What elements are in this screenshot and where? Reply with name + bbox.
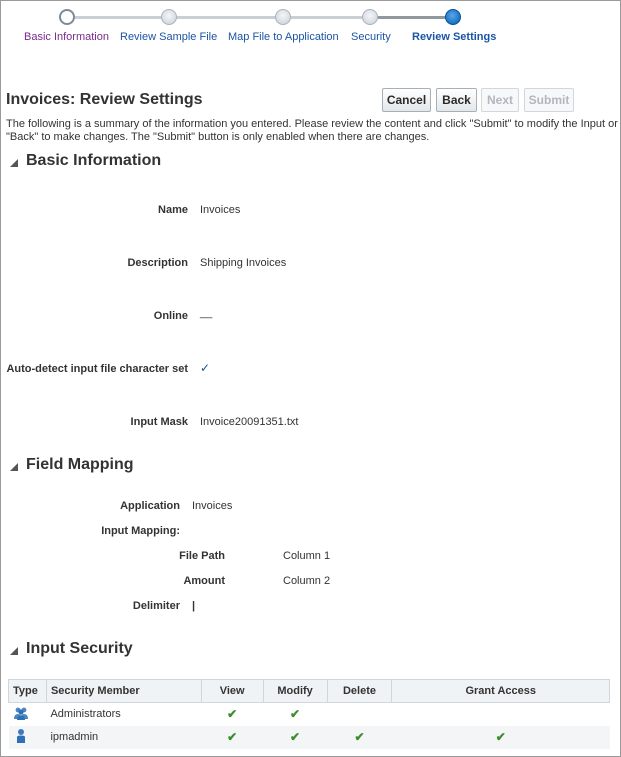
- next-button: Next: [481, 88, 519, 112]
- file-path-label: File Path: [179, 550, 225, 562]
- input-security-header[interactable]: [10, 639, 133, 659]
- section-title: Basic Information: [26, 152, 162, 169]
- collapse-triangle-icon[interactable]: [10, 463, 18, 471]
- column-header-security-member[interactable]: Security Member: [46, 680, 201, 703]
- amount-label: Amount: [183, 575, 225, 587]
- cancel-button[interactable]: Cancel: [382, 88, 431, 112]
- section-title: Field Mapping: [26, 456, 134, 473]
- step-stop-review-settings: [445, 9, 461, 25]
- delete-cell: [327, 703, 392, 726]
- column-header-grant-access[interactable]: Grant Access: [392, 680, 610, 703]
- grant-access-cell: [392, 703, 610, 726]
- collapse-triangle-icon[interactable]: [10, 159, 18, 167]
- online-value: __: [200, 307, 213, 319]
- table-header-row: [9, 680, 610, 703]
- train-line-current: [378, 16, 452, 19]
- section-title: Input Security: [26, 640, 133, 657]
- delimiter-label: Delimiter: [132, 600, 180, 612]
- file-path-value: Column 1: [283, 550, 331, 562]
- step-security[interactable]: Security: [351, 31, 391, 43]
- back-button[interactable]: Back: [436, 88, 477, 112]
- step-stop-review-sample-file[interactable]: [161, 9, 177, 25]
- group-icon: [13, 706, 29, 720]
- input-mapping-label: Input Mapping:: [101, 525, 180, 537]
- autodetect-label: Auto-detect input file character set: [6, 363, 188, 375]
- table-row[interactable]: [9, 703, 610, 726]
- view-check-icon: ✔: [201, 726, 263, 749]
- step-review-sample-file[interactable]: Review Sample File: [120, 31, 218, 43]
- train-line-completed: [70, 16, 380, 19]
- description-value: Shipping Invoices: [200, 257, 287, 269]
- view-check-icon: ✔: [227, 707, 238, 722]
- application-value: Invoices: [192, 500, 233, 512]
- security-table: [8, 679, 610, 749]
- table-row[interactable]: [9, 726, 610, 749]
- security-member-cell: ipmadmin: [46, 726, 201, 749]
- amount-value: Column 2: [283, 575, 331, 587]
- step-basic-information[interactable]: Basic Information: [24, 31, 109, 43]
- modify-check-icon: ✔: [263, 726, 327, 749]
- collapse-triangle-icon[interactable]: [10, 647, 18, 655]
- user-icon: [13, 728, 29, 744]
- delimiter-value: |: [192, 600, 196, 612]
- step-map-file-to-application[interactable]: Map File to Application: [228, 31, 339, 43]
- column-header-delete[interactable]: Delete: [327, 680, 392, 703]
- name-value: Invoices: [200, 204, 241, 216]
- delete-check-icon: ✔: [327, 726, 392, 749]
- step-train: [0, 0, 621, 60]
- column-header-view[interactable]: View: [201, 680, 263, 703]
- column-header-modify[interactable]: Modify: [263, 680, 327, 703]
- modify-check-icon: ✔: [290, 707, 301, 722]
- input-mask-label: Input Mask: [130, 416, 188, 428]
- online-label: Online: [153, 310, 188, 322]
- column-header-type[interactable]: Type: [9, 680, 47, 703]
- basic-information-header[interactable]: [10, 151, 161, 171]
- security-member-cell: Administrators: [50, 708, 121, 721]
- submit-button: Submit: [524, 88, 574, 112]
- name-label: Name: [158, 204, 188, 216]
- input-mask-value: Invoice20091351.txt: [200, 416, 299, 428]
- step-stop-basic-information[interactable]: [59, 9, 75, 25]
- step-review-settings: Review Settings: [412, 31, 497, 43]
- description-label: Description: [127, 257, 188, 269]
- intro-text: The following is a summary of the information you entered. Please review the content and click "Submit" to modify the Input or "Back" to make changes. The "Submit" button is only enabled when there are changes.: [6, 118, 618, 143]
- checkmark-icon: ✓: [200, 361, 211, 375]
- step-stop-map-file[interactable]: [275, 9, 291, 25]
- page-title: Invoices: Review Settings: [6, 91, 203, 108]
- field-mapping-header[interactable]: [10, 455, 134, 475]
- grant-access-check-icon: ✔: [392, 726, 610, 749]
- application-label: Application: [120, 500, 180, 512]
- step-stop-security[interactable]: [362, 9, 378, 25]
